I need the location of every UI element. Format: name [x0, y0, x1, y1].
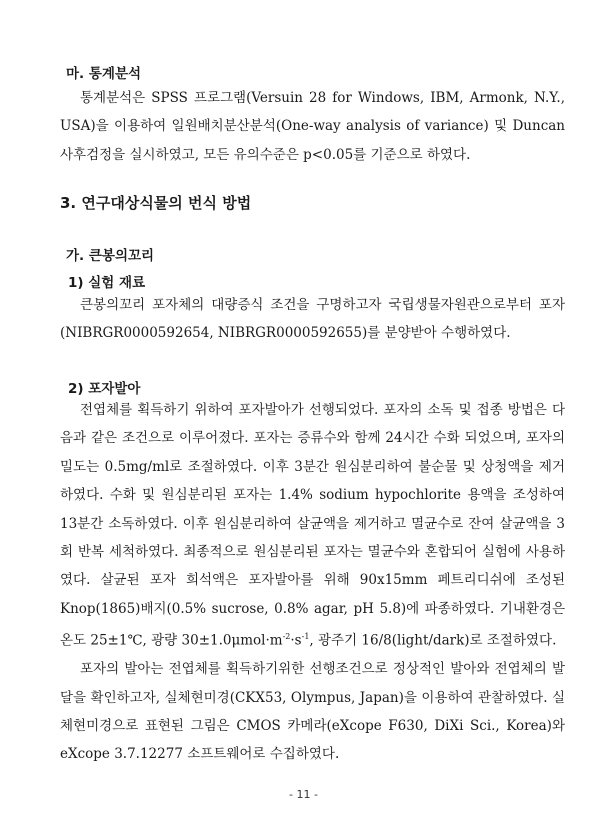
spore-paragraph-1-end: , 광주기 16/8(light/dark)로 조절하였다. [309, 632, 557, 649]
spore-paragraph-2: 포자의 발아는 전엽체를 획득하기위한 선행조건으로 정상적인 발아와 전엽체의 발달을 확인하고자, 실체현미경(CKX53, Olympus, Japan)을 이용하여 관찰하였다. 실체현미경으로 표현된 그림은 CMOS 카메라(eXcope F630, DiXi Sci., Korea)와 eXcope 3.7.12277 소프트웨어로 수집하였다. [60, 661, 565, 763]
page-number: - 11 - [289, 788, 318, 801]
spore-paragraph-1 [60, 396, 565, 655]
materials-paragraph [60, 291, 565, 348]
statistics-text: 통계분석은 SPSS 프로그램(Versuin 28 for Windows, IBM, Armonk, N.Y., USA)을 이용하여 일원배치분산분석(One-way analysis of variance) 및 Duncan 사후검정을 실시하였고, 모든 유의수준은 p<0.05를 기준으로 하였다. [60, 90, 565, 163]
subheading-materials: 1) 실험 재료 [68, 275, 146, 291]
subsection-heading-plant: 가. 큰봉의꼬리 [66, 248, 155, 264]
materials-text: 큰봉의꼬리 포자체의 대량증식 조건을 구명하고자 국립생물자원관으로부터 포자(NIBRGR0000592654, NIBRGR0000592655)를 분양받아 수행하였다. [60, 297, 565, 342]
spore-paragraph-1-text: 전엽체를 획득하기 위하여 포자발아가 선행되었다. 포자의 소독 및 접종 방법은 다음과 같은 조건으로 이루어졌다. 포자는 증류수와 함께 24시간 수화 되었으며, 포자의 밀도는 0.5mg/ml로 조절하였다. 이후 3분간 원심분리하여 불순물 및 상청액을 제거하였다. 수화 및 원심분리된 포자는 1.4% sodium hypochlorite 용액을 조성하여 13분간 소독하였다. 이후 원심분리하여 살균액을 제거하고 멸균수로 잔여 살균액을 3회 반복 세척하였다. 최종적으로 원심분리된 포자는 멸균수와 혼합되어 실험에 사용하였다. 살균된 포자 희석액은 포자발아를 위해 90x15mm 페트리디쉬에 조성된 Knop(1865)배지(0.5% sucrose, 0.8% agar, pH 5.8)에 파종하였다. 기내환경은 온도 25±1℃, 광량 30±1.0μmol·m [60, 402, 565, 649]
unit-exponent-s: -1 [301, 632, 310, 642]
unit-mid: ·s [290, 632, 302, 649]
subheading-spore-germination: 2) 포자발아 [68, 381, 141, 397]
section-heading-propagation: 3. 연구대상식물의 번식 방법 [60, 194, 252, 212]
statistics-paragraph [60, 84, 565, 169]
unit-exponent-m: -2 [282, 632, 291, 642]
spore-germination-paragraphs [60, 396, 565, 769]
section-heading-statistics: 마. 통계분석 [66, 66, 142, 82]
